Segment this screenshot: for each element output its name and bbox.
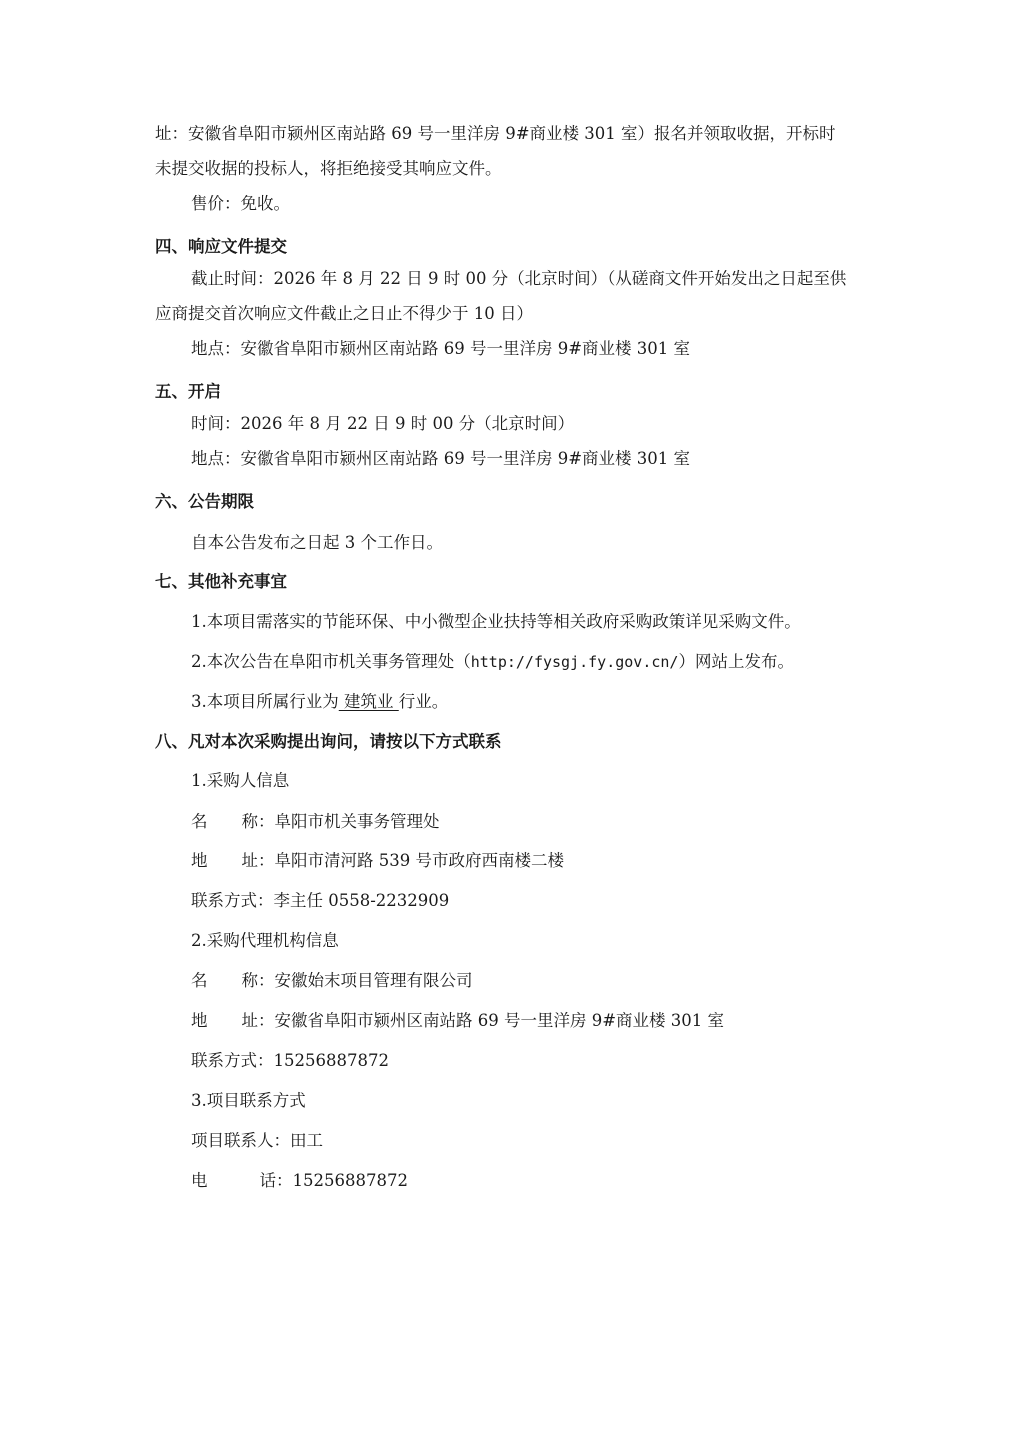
section-8-heading: 八、凡对本次采购提出询问，请按以下方式联系: [155, 732, 502, 751]
supplement-item-3-prefix: 3.本项目所属行业为: [191, 692, 339, 711]
opening-place: 地点：安徽省阜阳市颍州区南站路 69 号一里洋房 9#商业楼 301 室: [191, 449, 691, 468]
project-contact-title: 3.项目联系方式: [191, 1091, 306, 1110]
agency-address-row: [191, 1010, 724, 1032]
announcement-url-link[interactable]: http://fysgj.fy.gov.cn/: [470, 653, 679, 671]
purchaser-contact-row: [191, 890, 449, 912]
agency-name-label-b: 称：: [241, 971, 275, 990]
industry-value: 建筑业: [338, 692, 399, 711]
agency-name-label-a: 名: [191, 971, 208, 990]
project-person-row: [191, 1130, 323, 1152]
supplement-item-2-suffix: ）网站上发布。: [678, 652, 794, 671]
section-6-heading: 六、公告期限: [155, 492, 254, 511]
agency-name-row: [191, 970, 473, 992]
submission-place: 地点：安徽省阜阳市颍州区南站路 69 号一里洋房 9#商业楼 301 室: [191, 339, 691, 358]
supplement-item-2: [191, 651, 794, 673]
purchaser-address: 阜阳市清河路 539 号市政府西南楼二楼: [274, 851, 564, 870]
purchaser-contact: 李主任 0558-2232909: [273, 891, 450, 910]
purchaser-name-label-b: 称：: [241, 812, 275, 831]
agency-address-label-b: 址：: [241, 1011, 275, 1030]
agency-contact-row: [191, 1050, 389, 1072]
section-5-heading: 五、开启: [155, 382, 221, 401]
purchaser-contact-label: 联系方式：: [191, 891, 274, 910]
supplement-item-3: [191, 691, 448, 713]
project-person: 田工: [290, 1131, 323, 1150]
project-phone-label-b: 话：: [259, 1171, 293, 1190]
agency-name: 安徽始末项目管理有限公司: [274, 971, 473, 990]
purchaser-name-row: [191, 811, 440, 833]
supplement-item-2-prefix: 2.本次公告在阜阳市机关事务管理处（: [191, 652, 471, 671]
purchaser-info-title: 1.采购人信息: [191, 771, 290, 790]
supplement-item-1: 1.本项目需落实的节能环保、中小微型企业扶持等相关政府采购政策详见采购文件。: [191, 612, 801, 631]
project-phone-row: [191, 1170, 408, 1192]
project-phone: 15256887872: [292, 1171, 408, 1190]
intro-line-1: 址：安徽省阜阳市颍州区南站路 69 号一里洋房 9#商业楼 301 室）报名并领取收据，开标时: [155, 124, 836, 143]
supplement-item-3-suffix: 行业。: [398, 692, 449, 711]
agency-info-title: 2.采购代理机构信息: [191, 931, 339, 950]
purchaser-address-label-b: 址：: [241, 851, 275, 870]
agency-address-label-a: 地: [191, 1011, 208, 1030]
section-4-heading: 四、响应文件提交: [155, 237, 287, 256]
purchaser-address-label-a: 地: [191, 851, 208, 870]
purchaser-address-row: [191, 850, 564, 872]
deadline-line-1: 截止时间：2026 年 8 月 22 日 9 时 00 分（北京时间）（从磋商文件开始发出之日起至供: [191, 269, 847, 288]
project-person-label: 项目联系人：: [191, 1131, 290, 1150]
price-line: 售价：免收。: [191, 194, 290, 213]
section-7-heading: 七、其他补充事宜: [155, 572, 287, 591]
deadline-line-2: 应商提交首次响应文件截止之日止不得少于 10 日）: [155, 304, 533, 323]
intro-line-2: 未提交收据的投标人，将拒绝接受其响应文件。: [155, 159, 502, 178]
opening-time: 时间：2026 年 8 月 22 日 9 时 00 分（北京时间）: [191, 414, 575, 433]
agency-address: 安徽省阜阳市颍州区南站路 69 号一里洋房 9#商业楼 301 室: [274, 1011, 725, 1030]
agency-contact-label: 联系方式：: [191, 1051, 274, 1070]
project-phone-label-a: 电: [191, 1171, 208, 1190]
agency-contact: 15256887872: [273, 1051, 389, 1070]
purchaser-name-label-a: 名: [191, 812, 208, 831]
purchaser-name: 阜阳市机关事务管理处: [274, 812, 440, 831]
notice-period-text: 自本公告发布之日起 3 个工作日。: [191, 533, 443, 552]
